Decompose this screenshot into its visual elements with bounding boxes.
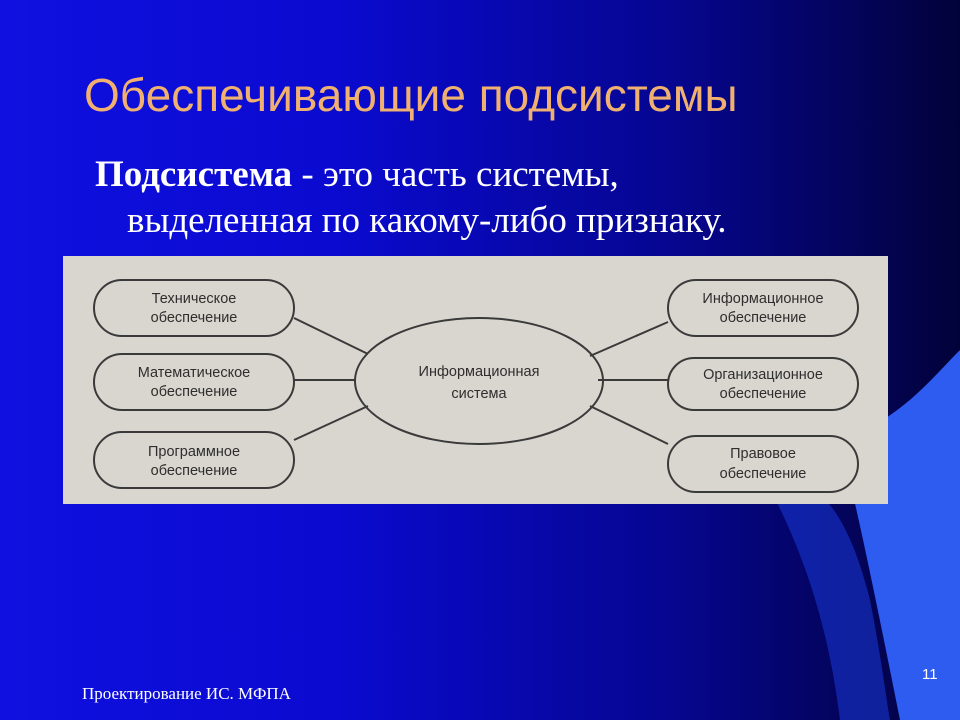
node-mathematical — [94, 354, 294, 410]
node-mathematical-line1: Математическое — [137, 365, 251, 381]
node-organizational-line1: Организационное — [703, 367, 823, 383]
definition-rest: - это часть системы, — [292, 154, 619, 195]
connector-left-3 — [294, 406, 368, 440]
subsystems-diagram — [63, 256, 888, 504]
node-informational-line2: обеспечение — [719, 310, 807, 326]
node-legal-line2: обеспечение — [719, 466, 807, 482]
node-organizational-line2: обеспечение — [719, 386, 807, 402]
node-software-line2: обеспечение — [150, 463, 238, 479]
node-informational — [668, 280, 858, 336]
definition-term: Подсистема — [95, 154, 293, 195]
connector-left-1 — [294, 318, 368, 354]
node-technical-line2: обеспечение — [150, 310, 238, 326]
node-legal-line1: Правовое — [730, 446, 796, 462]
definition-text — [95, 152, 895, 244]
node-software — [94, 432, 294, 488]
slide-title: Обеспечивающие подсистемы — [84, 69, 738, 121]
diagram-panel — [63, 256, 888, 504]
connector-right-1 — [590, 322, 668, 356]
connector-right-3 — [590, 406, 668, 444]
center-line2: система — [451, 386, 507, 402]
definition-line2: выделенная по какому-либо признаку. — [127, 200, 727, 241]
node-technical-line1: Техническое — [151, 291, 237, 307]
node-mathematical-line2: обеспечение — [150, 384, 238, 400]
center-line1: Информационная — [418, 364, 540, 380]
node-organizational — [668, 358, 858, 410]
center-ellipse — [355, 318, 603, 444]
node-legal — [668, 436, 858, 492]
node-technical — [94, 280, 294, 336]
page-number: 11 — [922, 666, 938, 683]
footer-text: Проектирование ИС. МФПА — [82, 684, 291, 703]
node-informational-line1: Информационное — [702, 291, 824, 307]
node-software-line1: Программное — [147, 444, 241, 460]
